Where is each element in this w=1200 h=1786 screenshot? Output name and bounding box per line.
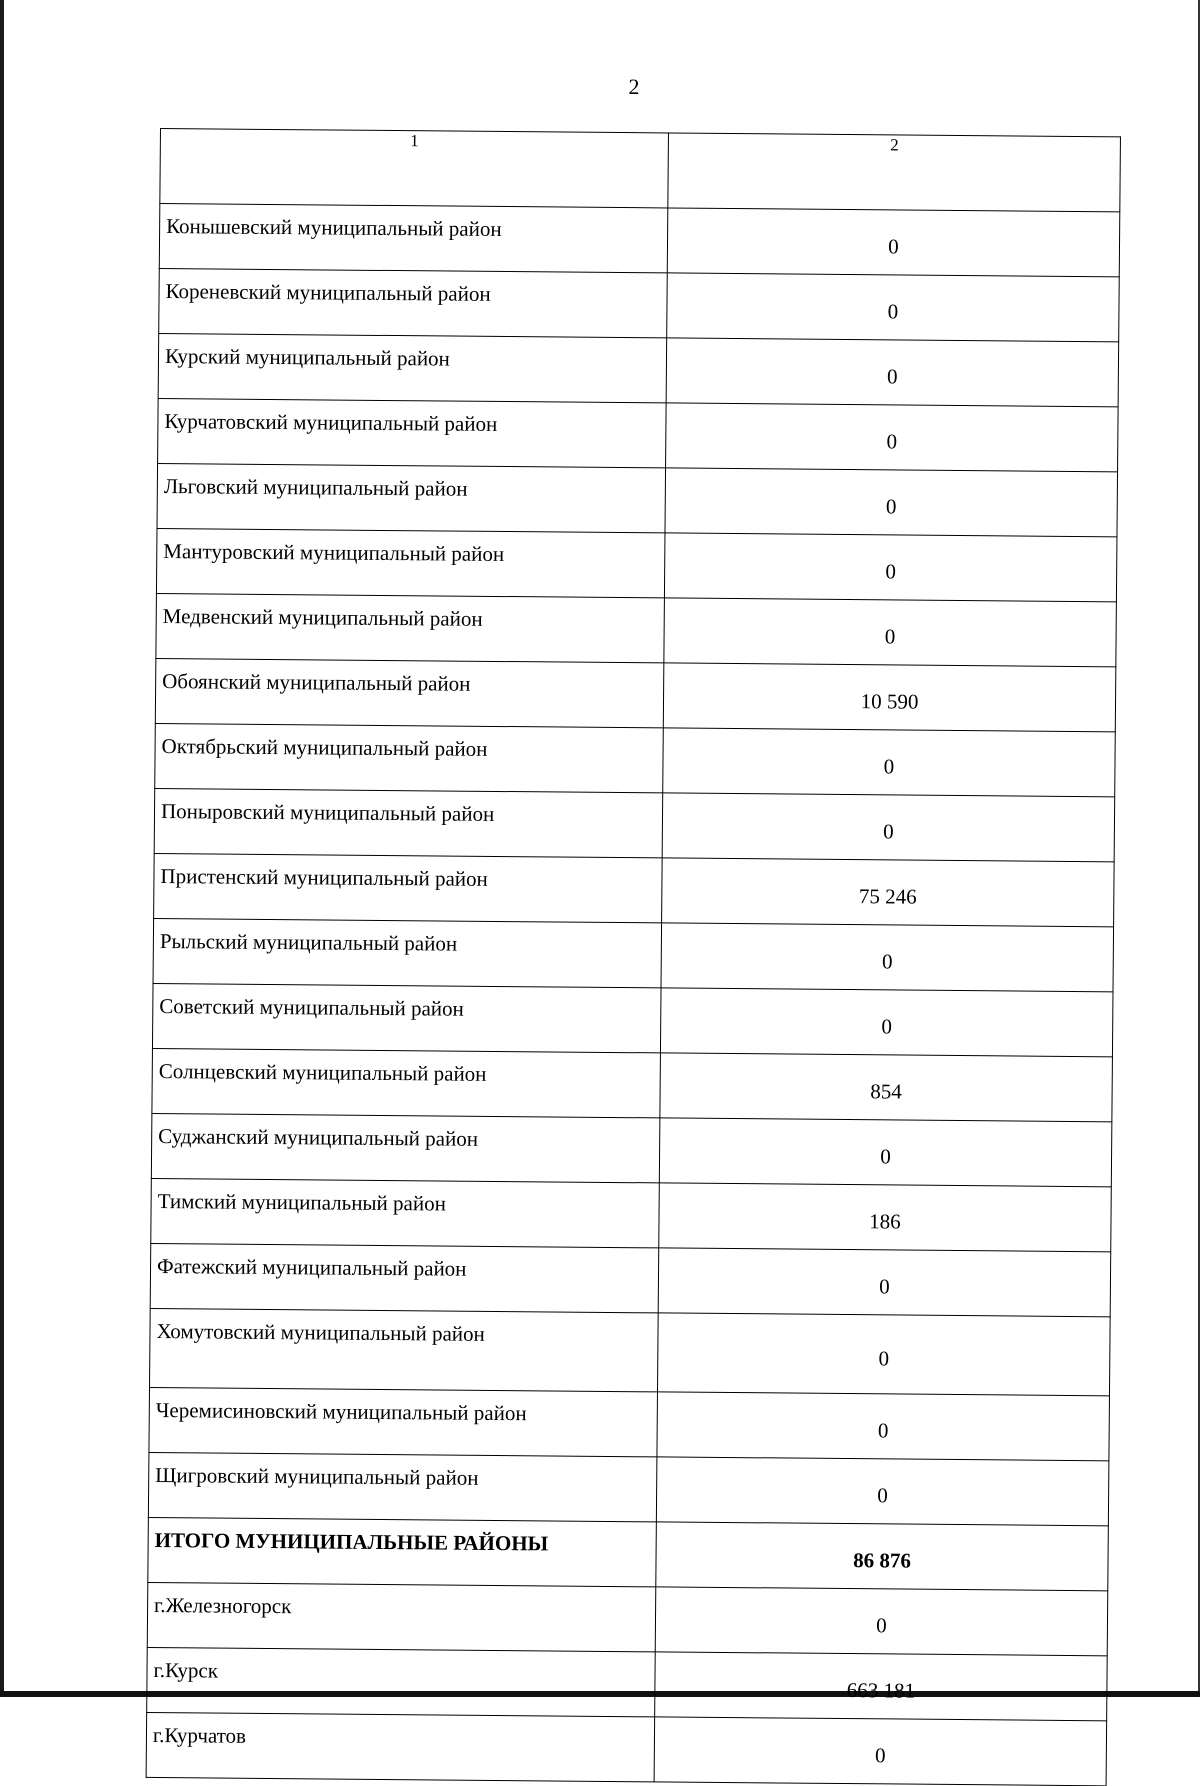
value-cell: 0 [656, 1457, 1109, 1526]
table-row [157, 463, 1118, 536]
value-cell: 0 [658, 1248, 1111, 1317]
value-cell: 0 [659, 1118, 1112, 1187]
data-table [146, 128, 1121, 1786]
district-name-cell: Пристенский муниципальный район [154, 853, 663, 922]
total-value-cell: 86 876 [656, 1522, 1109, 1591]
district-name-cell: Медвенский муниципальный район [156, 593, 665, 662]
value-cell: 0 [666, 403, 1119, 472]
table-row [155, 723, 1116, 796]
district-name-cell: Черемисиновский муниципальный район [149, 1387, 658, 1456]
district-name-cell: Октябрьский муниципальный район [155, 723, 664, 792]
total-row [148, 1517, 1109, 1590]
value-cell: 0 [667, 208, 1120, 277]
table-row [156, 528, 1117, 601]
table-row [151, 1178, 1112, 1251]
value-cell: 0 [666, 338, 1119, 407]
district-name-cell: Советский муниципальный район [152, 983, 661, 1052]
table-row [155, 658, 1116, 731]
district-name-cell: Конышевский муниципальный район [159, 204, 668, 273]
table-header-row [160, 129, 1121, 212]
table-row [147, 1582, 1108, 1655]
table-row [159, 204, 1120, 277]
district-name-cell: Льговский муниципальный район [157, 463, 666, 532]
value-cell: 0 [662, 793, 1115, 862]
column-header-1: 1 [160, 129, 669, 208]
column-header-2: 2 [668, 133, 1121, 212]
table-row [146, 1712, 1107, 1785]
value-cell: 0 [661, 923, 1114, 992]
district-name-cell: Обоянский муниципальный район [155, 658, 664, 727]
value-cell: 0 [664, 598, 1117, 667]
table-row [152, 983, 1113, 1056]
city-name-cell: г.Курчатов [146, 1712, 655, 1781]
district-name-cell: Щигровский муниципальный район [148, 1452, 657, 1521]
district-name-cell: Хомутовский муниципальный район [150, 1308, 659, 1391]
table-row [158, 333, 1119, 406]
value-cell: 0 [657, 1392, 1110, 1461]
table-row [150, 1243, 1111, 1316]
table-row [158, 398, 1119, 471]
district-name-cell: Курчатовский муниципальный район [158, 398, 667, 467]
table-row [159, 268, 1120, 341]
scan-edge-left [0, 0, 4, 1697]
table-container [146, 128, 1120, 1786]
value-cell: 186 [659, 1183, 1112, 1252]
value-cell: 0 [654, 1717, 1107, 1786]
city-name-cell: г.Железногорск [147, 1582, 656, 1651]
value-cell: 0 [655, 1587, 1108, 1656]
table-row [149, 1387, 1110, 1460]
city-name-cell: г.Курск [147, 1647, 656, 1716]
value-cell: 0 [667, 273, 1120, 342]
value-cell: 0 [664, 533, 1117, 602]
value-cell: 75 246 [662, 858, 1115, 927]
district-name-cell: Фатежский муниципальный район [150, 1243, 659, 1312]
table-row [147, 1647, 1108, 1720]
district-name-cell: Тимский муниципальный район [151, 1178, 660, 1247]
total-label-cell: ИТОГО МУНИЦИПАЛЬНЫЕ РАЙОНЫ [148, 1517, 657, 1586]
page-number: 2 [628, 74, 640, 99]
district-name-cell: Рыльский муниципальный район [153, 918, 662, 987]
district-name-cell: Кореневский муниципальный район [159, 268, 668, 337]
table-row [152, 1048, 1113, 1121]
value-cell: 0 [665, 468, 1118, 537]
table-row [148, 1452, 1109, 1525]
value-cell: 10 590 [663, 663, 1116, 732]
value-cell: 0 [660, 988, 1113, 1057]
value-cell: 663 181 [655, 1652, 1108, 1721]
district-name-cell: Суджанский муниципальный район [151, 1113, 660, 1182]
table-row [154, 788, 1115, 861]
table-row [150, 1308, 1111, 1395]
value-cell: 854 [660, 1053, 1113, 1122]
table-row [153, 918, 1114, 991]
district-name-cell: Курский муниципальный район [158, 333, 667, 402]
table-row [151, 1113, 1112, 1186]
district-name-cell: Поныровский муниципальный район [154, 788, 663, 857]
district-name-cell: Солнцевский муниципальный район [152, 1048, 661, 1117]
district-name-cell: Мантуровский муниципальный район [156, 528, 665, 597]
table-row [154, 853, 1115, 926]
table-row [156, 593, 1117, 666]
value-cell: 0 [663, 728, 1116, 797]
value-cell: 0 [657, 1313, 1110, 1396]
